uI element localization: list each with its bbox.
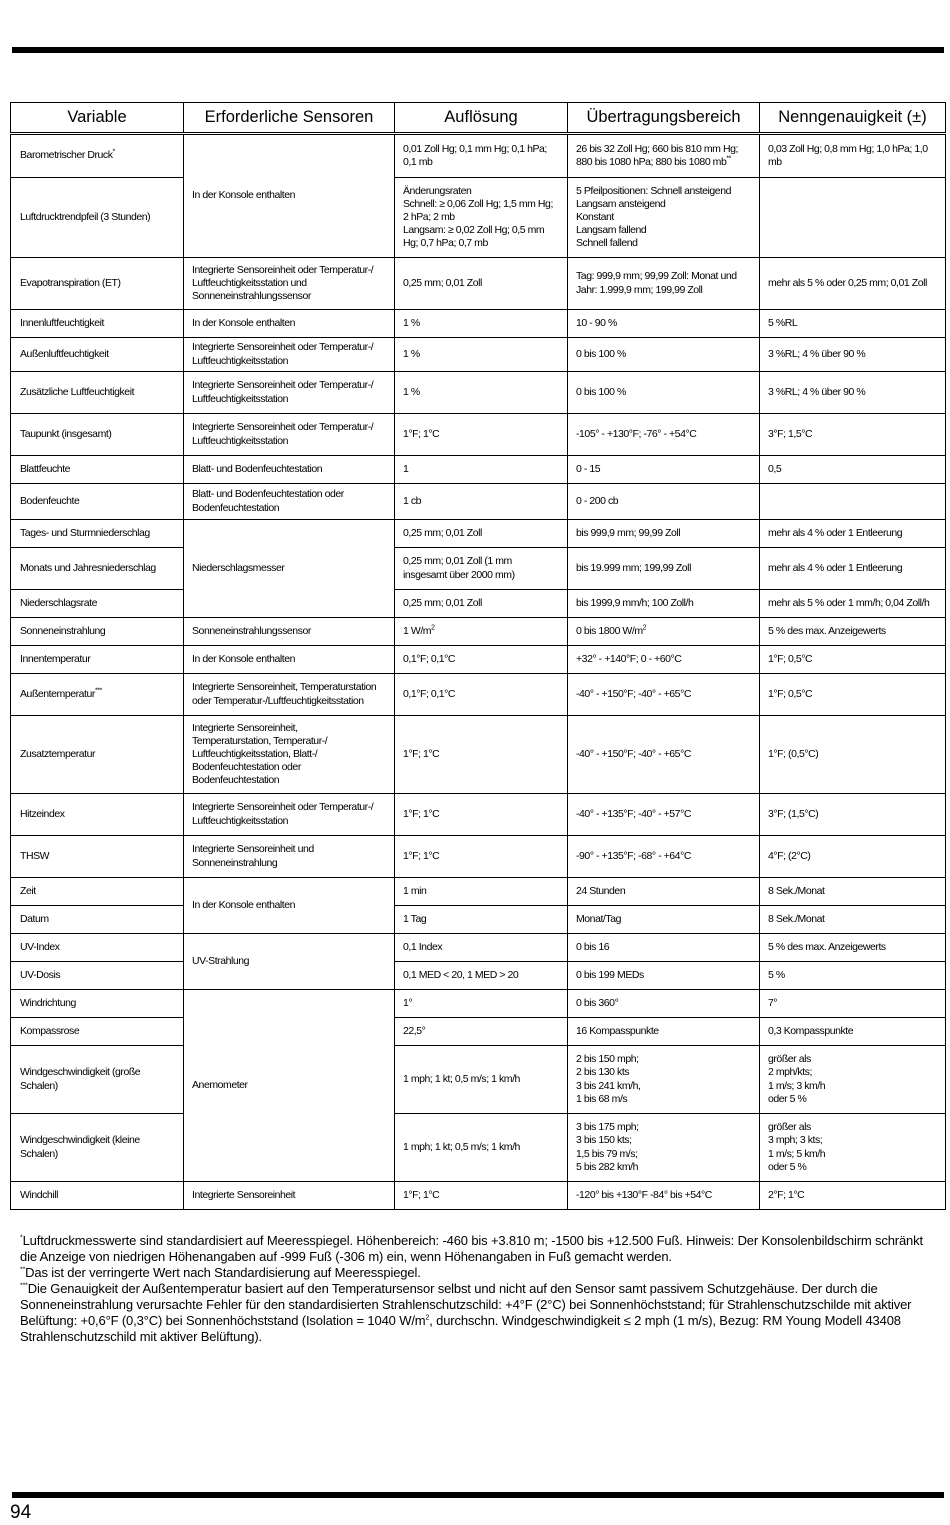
table-row bbox=[11, 178, 946, 258]
cell-accuracy: 3°F; (1,5°C) bbox=[760, 794, 946, 836]
cell-range: 0 bis 199 MEDs bbox=[568, 962, 760, 990]
cell-resolution: 1 mph; 1 kt; 0,5 m/s; 1 km/h bbox=[395, 1114, 568, 1182]
footnote-1-text: Luftdruckmesswerte sind standardisiert auf Meeresspiegel. Höhenbereich: -460 bis +3.810 m; -1500 bis +12.500 Fuß. Hinweis: Der Konsolenbildschirm schränkt die Anzeige von niedrigen Höhenangaben auf -999 Fuß (-306 m) ein, wenn Höhenangaben in Fuß gemacht werden. bbox=[20, 1233, 923, 1264]
cell-sensors: Integrierte Sensoreinheit, Temperaturstation, Temperatur-/ Luftfeuchtigkeitsstation, Blatt-/ Bodenfeuchtestation oder Bodenfeuchtestation bbox=[184, 716, 395, 794]
footnote-1 bbox=[20, 1233, 940, 1265]
cell-variable: Niederschlagsrate bbox=[11, 590, 184, 618]
cell-sensors: Integrierte Sensoreinheit oder Temperatur-/ Luftfeuchtigkeitsstation bbox=[184, 414, 395, 456]
table-row bbox=[11, 520, 946, 548]
cell-resolution-text: 1 W/m bbox=[403, 624, 432, 637]
cell-accuracy: größer als 3 mph; 3 kts; 1 m/s; 5 km/h oder 5 % bbox=[760, 1114, 946, 1182]
cell-sensors: Niederschlagsmesser bbox=[184, 520, 395, 618]
cell-range: 0 bis 100 % bbox=[568, 338, 760, 372]
cell-resolution: 1 bbox=[395, 456, 568, 484]
table-row bbox=[11, 134, 946, 178]
table-row bbox=[11, 1046, 946, 1114]
cell-resolution: 1° bbox=[395, 990, 568, 1018]
cell-accuracy: 5 % bbox=[760, 962, 946, 990]
cell-resolution: 1 % bbox=[395, 372, 568, 414]
cell-variable: Windchill bbox=[11, 1182, 184, 1210]
cell-range-sup: ** bbox=[726, 155, 731, 163]
cell-variable: Sonneneinstrahlung bbox=[11, 618, 184, 646]
cell-variable: UV-Index bbox=[11, 934, 184, 962]
table-body bbox=[11, 134, 946, 1210]
cell-resolution: 0,25 mm; 0,01 Zoll bbox=[395, 520, 568, 548]
table-row bbox=[11, 990, 946, 1018]
cell-resolution: 0,1 Index bbox=[395, 934, 568, 962]
table-row bbox=[11, 310, 946, 338]
spec-table bbox=[10, 102, 946, 1210]
footnote-3 bbox=[20, 1281, 940, 1345]
cell-accuracy: 5 % des max. Anzeigewerts bbox=[760, 618, 946, 646]
footnote-3-sup: 2 bbox=[425, 1314, 430, 1322]
cell-sensors: Blatt- und Bodenfeuchtestation bbox=[184, 456, 395, 484]
cell-resolution: 22,5° bbox=[395, 1018, 568, 1046]
cell-resolution: 1 % bbox=[395, 338, 568, 372]
table-row bbox=[11, 934, 946, 962]
cell-variable: Bodenfeuchte bbox=[11, 484, 184, 520]
cell-resolution-sup: 2 bbox=[431, 624, 435, 632]
cell-resolution: 0,25 mm; 0,01 Zoll (1 mm insgesamt über 2000 mm) bbox=[395, 548, 568, 590]
cell-range: bis 19.999 mm; 199,99 Zoll bbox=[568, 548, 760, 590]
table-row bbox=[11, 716, 946, 794]
cell-accuracy: mehr als 5 % oder 1 mm/h; 0,04 Zoll/h bbox=[760, 590, 946, 618]
cell-variable: Windrichtung bbox=[11, 990, 184, 1018]
cell-range: Tag: 999,9 mm; 99,99 Zoll: Monat und Jahr: 1.999,9 mm; 199,99 Zoll bbox=[568, 258, 760, 310]
cell-sensors: Integrierte Sensoreinheit und Sonneneinstrahlung bbox=[184, 836, 395, 878]
cell-resolution: 1°F; 1°C bbox=[395, 716, 568, 794]
table-header-row bbox=[11, 103, 946, 134]
cell-resolution: 1 mph; 1 kt; 0,5 m/s; 1 km/h bbox=[395, 1046, 568, 1114]
table-row bbox=[11, 548, 946, 590]
cell-resolution: 0,25 mm; 0,01 Zoll bbox=[395, 590, 568, 618]
cell-range: -90° - +135°F; -68° - +64°C bbox=[568, 836, 760, 878]
cell-variable: Windgeschwindigkeit (kleine Schalen) bbox=[11, 1114, 184, 1182]
cell-accuracy: 7° bbox=[760, 990, 946, 1018]
cell-variable: Windgeschwindigkeit (große Schalen) bbox=[11, 1046, 184, 1114]
cell-resolution: 0,25 mm; 0,01 Zoll bbox=[395, 258, 568, 310]
cell-range: 0 bis 100 % bbox=[568, 372, 760, 414]
cell-variable: Innentemperatur bbox=[11, 646, 184, 674]
cell-range: 2 bis 150 mph; 2 bis 130 kts 3 bis 241 km/h, 1 bis 68 m/s bbox=[568, 1046, 760, 1114]
cell-range: -120° bis +130°F -84° bis +54°C bbox=[568, 1182, 760, 1210]
cell-accuracy: 8 Sek./Monat bbox=[760, 878, 946, 906]
cell-variable-text: Außentemperatur bbox=[20, 687, 95, 700]
cell-range-text: 26 bis 32 Zoll Hg; 660 bis 810 mm Hg; 880 bis 1080 hPa; 880 bis 1080 mb bbox=[576, 142, 738, 168]
cell-variable-text: Barometrischer Druck bbox=[20, 149, 113, 162]
cell-sensors: Integrierte Sensoreinheit, Temperaturstation oder Temperatur-/Luftfeuchtigkeitsstation bbox=[184, 674, 395, 716]
cell-accuracy: 3 %RL; 4 % über 90 % bbox=[760, 338, 946, 372]
cell-variable: Tages- und Sturmniederschlag bbox=[11, 520, 184, 548]
cell-accuracy: 5 % des max. Anzeigewerts bbox=[760, 934, 946, 962]
table-row bbox=[11, 618, 946, 646]
table-row bbox=[11, 1182, 946, 1210]
cell-range bbox=[568, 134, 760, 178]
cell-range bbox=[568, 618, 760, 646]
cell-resolution: 0,1°F; 0,1°C bbox=[395, 674, 568, 716]
cell-variable-sup: *** bbox=[94, 687, 102, 695]
cell-sensors: UV-Strahlung bbox=[184, 934, 395, 990]
cell-range: 0 bis 360° bbox=[568, 990, 760, 1018]
cell-resolution: 1°F; 1°C bbox=[395, 1182, 568, 1210]
table-row bbox=[11, 456, 946, 484]
cell-range: bis 1999,9 mm/h; 100 Zoll/h bbox=[568, 590, 760, 618]
footnotes bbox=[20, 1233, 940, 1345]
top-rule bbox=[12, 47, 944, 53]
table-row bbox=[11, 1018, 946, 1046]
cell-range: -40° - +135°F; -40° - +57°C bbox=[568, 794, 760, 836]
footnote-2 bbox=[20, 1265, 940, 1281]
header-variable: Variable bbox=[11, 103, 184, 134]
cell-resolution: 1 min bbox=[395, 878, 568, 906]
cell-variable: Innenluftfeuchtigkeit bbox=[11, 310, 184, 338]
cell-range: 0 - 15 bbox=[568, 456, 760, 484]
cell-sensors: In der Konsole enthalten bbox=[184, 646, 395, 674]
cell-accuracy: 1°F; 0,5°C bbox=[760, 646, 946, 674]
table-row bbox=[11, 836, 946, 878]
cell-variable: Hitzeindex bbox=[11, 794, 184, 836]
cell-range: 16 Kompasspunkte bbox=[568, 1018, 760, 1046]
cell-sensors: In der Konsole enthalten bbox=[184, 134, 395, 258]
cell-accuracy: mehr als 4 % oder 1 Entleerung bbox=[760, 520, 946, 548]
cell-resolution: 1°F; 1°C bbox=[395, 414, 568, 456]
footnote-1-mark: * bbox=[20, 1234, 23, 1242]
header-accuracy: Nenngenauigkeit (±) bbox=[760, 103, 946, 134]
cell-range: bis 999,9 mm; 99,99 Zoll bbox=[568, 520, 760, 548]
cell-range: -40° - +150°F; -40° - +65°C bbox=[568, 716, 760, 794]
cell-accuracy: 8 Sek./Monat bbox=[760, 906, 946, 934]
cell-sensors: In der Konsole enthalten bbox=[184, 878, 395, 934]
cell-variable: Datum bbox=[11, 906, 184, 934]
cell-accuracy bbox=[760, 178, 946, 258]
cell-variable: Evapotranspiration (ET) bbox=[11, 258, 184, 310]
cell-sensors: Anemometer bbox=[184, 990, 395, 1182]
table-row bbox=[11, 878, 946, 906]
cell-range: Monat/Tag bbox=[568, 906, 760, 934]
table-row bbox=[11, 590, 946, 618]
cell-resolution: 1°F; 1°C bbox=[395, 836, 568, 878]
cell-resolution bbox=[395, 618, 568, 646]
cell-variable-sup: * bbox=[112, 148, 115, 156]
header-resolution: Auflösung bbox=[395, 103, 568, 134]
table-row bbox=[11, 1114, 946, 1182]
table-row bbox=[11, 338, 946, 372]
cell-accuracy: 0,3 Kompasspunkte bbox=[760, 1018, 946, 1046]
cell-variable: Zusätzliche Luftfeuchtigkeit bbox=[11, 372, 184, 414]
cell-sensors: Sonneneinstrahlungssensor bbox=[184, 618, 395, 646]
cell-resolution: 1 % bbox=[395, 310, 568, 338]
page-number: 94 bbox=[10, 1502, 32, 1523]
cell-sensors: Integrierte Sensoreinheit oder Temperatur-/ Luftfeuchtigkeitsstation bbox=[184, 794, 395, 836]
cell-accuracy: größer als 2 mph/kts; 1 m/s; 3 km/h oder 5 % bbox=[760, 1046, 946, 1114]
cell-accuracy: 0,03 Zoll Hg; 0,8 mm Hg; 1,0 hPa; 1,0 mb bbox=[760, 134, 946, 178]
cell-variable: Außenluftfeuchtigkeit bbox=[11, 338, 184, 372]
cell-variable: Blattfeuchte bbox=[11, 456, 184, 484]
cell-range: -105° - +130°F; -76° - +54°C bbox=[568, 414, 760, 456]
cell-accuracy: mehr als 5 % oder 0,25 mm; 0,01 Zoll bbox=[760, 258, 946, 310]
cell-range: +32° - +140°F; 0 - +60°C bbox=[568, 646, 760, 674]
footnote-3-text: Die Genauigkeit der Außentemperatur basiert auf den Temperatursensor selbst und nicht auf den Sensor samt passivem Schutzgehäuse. Der durch die Sonneneinstrahlung verursachte Fehler für den standardisierten Strahlenschutzschild: +4°F (2°C) bei Sonnenhöchststand; für Strahlenschutzschilde mit aktiver Belüftung: +0,6°F (0,3°C) bei Sonnenhöchststand (Isolation = 1040 W/m bbox=[20, 1281, 912, 1328]
table-row bbox=[11, 906, 946, 934]
header-range: Übertragungsbereich bbox=[568, 103, 760, 134]
footnote-3-text-after: , durchschn. Windgeschwindigkeit ≤ 2 mph (1 m/s), Bezug: RM Young Modell 43408 Strahlenschutzschild mit aktiver Belüftung). bbox=[20, 1313, 901, 1344]
cell-variable: Zeit bbox=[11, 878, 184, 906]
cell-resolution: 0,01 Zoll Hg; 0,1 mm Hg; 0,1 hPa; 0,1 mb bbox=[395, 134, 568, 178]
cell-range: 0 - 200 cb bbox=[568, 484, 760, 520]
cell-sensors: Integrierte Sensoreinheit oder Temperatur-/ Luftfeuchtigkeitsstation bbox=[184, 372, 395, 414]
cell-sensors: Blatt- und Bodenfeuchtestation oder Bodenfeuchtestation bbox=[184, 484, 395, 520]
cell-variable: THSW bbox=[11, 836, 184, 878]
cell-range-text: 0 bis 1800 W/m bbox=[576, 624, 643, 637]
cell-variable: Monats und Jahresniederschlag bbox=[11, 548, 184, 590]
cell-variable: Taupunkt (insgesamt) bbox=[11, 414, 184, 456]
cell-sensors: In der Konsole enthalten bbox=[184, 310, 395, 338]
cell-sensors: Integrierte Sensoreinheit oder Temperatur-/ Luftfeuchtigkeitsstation bbox=[184, 338, 395, 372]
table-row bbox=[11, 794, 946, 836]
cell-variable bbox=[11, 134, 184, 178]
cell-range: 3 bis 175 mph; 3 bis 150 kts; 1,5 bis 79 m/s; 5 bis 282 km/h bbox=[568, 1114, 760, 1182]
cell-range: 24 Stunden bbox=[568, 878, 760, 906]
cell-variable: Luftdrucktrendpfeil (3 Stunden) bbox=[11, 178, 184, 258]
cell-accuracy: 3°F; 1,5°C bbox=[760, 414, 946, 456]
cell-accuracy: 1°F; 0,5°C bbox=[760, 674, 946, 716]
table-row bbox=[11, 674, 946, 716]
cell-resolution: 0,1 MED < 20, 1 MED > 20 bbox=[395, 962, 568, 990]
cell-accuracy: 2°F; 1°C bbox=[760, 1182, 946, 1210]
footnote-2-mark: ** bbox=[20, 1266, 26, 1274]
cell-sensors: Integrierte Sensoreinheit oder Temperatur-/ Luftfeuchtigkeitsstation und Sonneneinstrahlungssensor bbox=[184, 258, 395, 310]
cell-range: 5 Pfeilpositionen: Schnell ansteigend Langsam ansteigend Konstant Langsam fallend Schnell fallend bbox=[568, 178, 760, 258]
cell-range: 10 - 90 % bbox=[568, 310, 760, 338]
cell-range-sup: 2 bbox=[642, 624, 647, 632]
header-sensors: Erforderliche Sensoren bbox=[184, 103, 395, 134]
cell-accuracy: 1°F; (0,5°C) bbox=[760, 716, 946, 794]
cell-range: 0 bis 16 bbox=[568, 934, 760, 962]
bottom-rule bbox=[12, 1492, 944, 1498]
cell-resolution: 0,1°F; 0,1°C bbox=[395, 646, 568, 674]
cell-accuracy: mehr als 4 % oder 1 Entleerung bbox=[760, 548, 946, 590]
cell-accuracy: 0,5 bbox=[760, 456, 946, 484]
cell-accuracy bbox=[760, 484, 946, 520]
cell-variable: Zusatztemperatur bbox=[11, 716, 184, 794]
table-row bbox=[11, 414, 946, 456]
cell-accuracy: 4°F; (2°C) bbox=[760, 836, 946, 878]
table-row bbox=[11, 962, 946, 990]
table-row bbox=[11, 372, 946, 414]
footnote-3-mark: *** bbox=[20, 1282, 28, 1290]
cell-accuracy: 5 %RL bbox=[760, 310, 946, 338]
cell-resolution: 1 cb bbox=[395, 484, 568, 520]
cell-sensors: Integrierte Sensoreinheit bbox=[184, 1182, 395, 1210]
table-row bbox=[11, 258, 946, 310]
table-row bbox=[11, 484, 946, 520]
cell-range: -40° - +150°F; -40° - +65°C bbox=[568, 674, 760, 716]
cell-variable bbox=[11, 674, 184, 716]
cell-resolution: 1 Tag bbox=[395, 906, 568, 934]
cell-resolution: Änderungsraten Schnell: ≥ 0,06 Zoll Hg; 1,5 mm Hg; 2 hPa; 2 mb Langsam: ≥ 0,02 Zoll Hg; 0,5 mm Hg; 0,7 hPa; 0,7 mb bbox=[395, 178, 568, 258]
cell-accuracy: 3 %RL; 4 % über 90 % bbox=[760, 372, 946, 414]
table-row bbox=[11, 646, 946, 674]
footnote-2-text: Das ist der verringerte Wert nach Standardisierung auf Meeresspiegel. bbox=[25, 1265, 421, 1280]
cell-variable: UV-Dosis bbox=[11, 962, 184, 990]
cell-resolution: 1°F; 1°C bbox=[395, 794, 568, 836]
cell-variable: Kompassrose bbox=[11, 1018, 184, 1046]
